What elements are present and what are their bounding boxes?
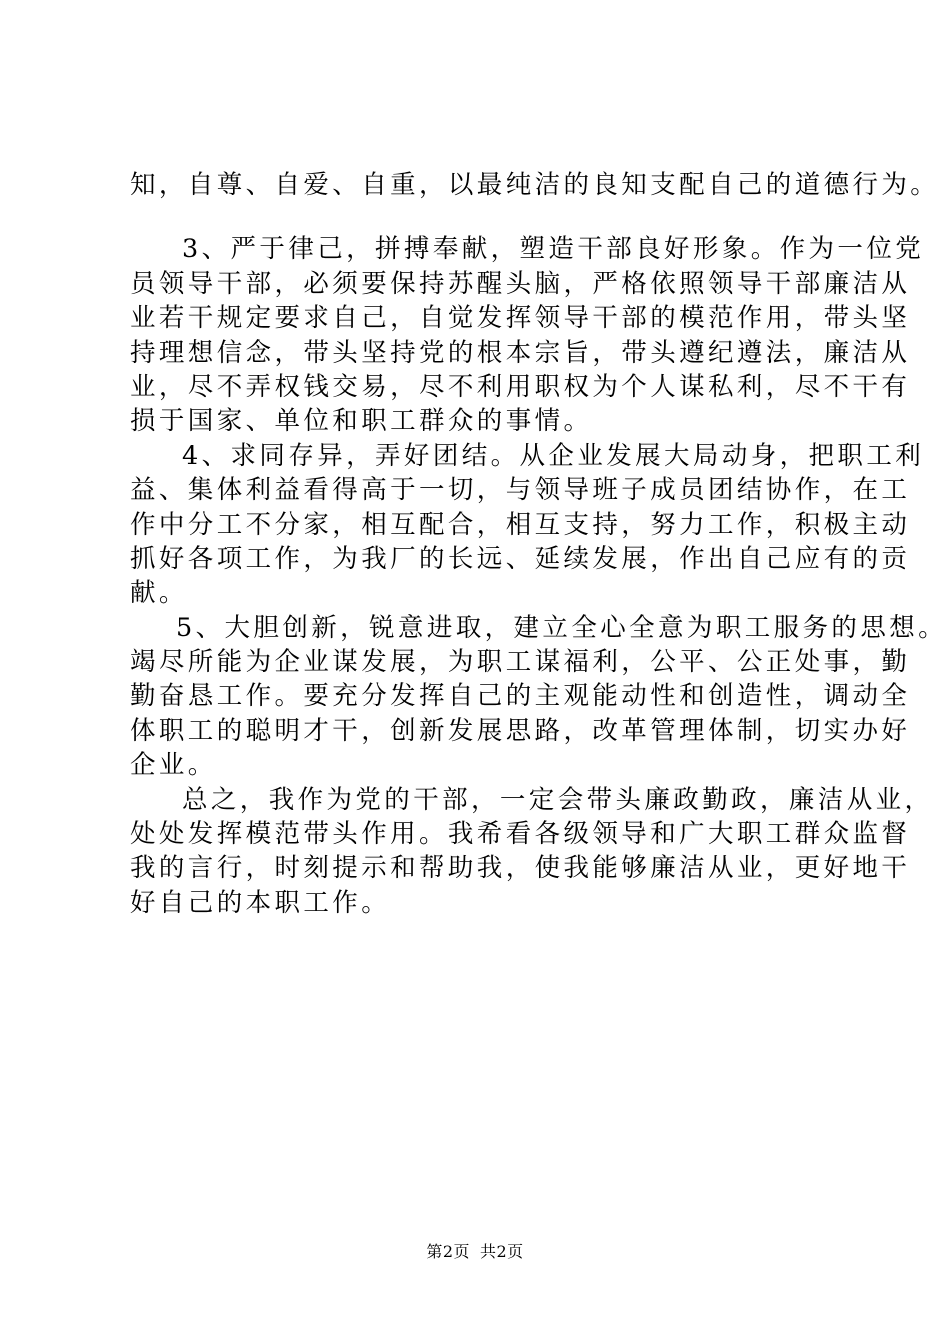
paragraph-line: 5、大胆创新，锐意进取，建立全心全意为职工服务的思想。	[176, 612, 948, 643]
paragraph	[130, 783, 934, 921]
paragraph-line: 竭尽所能为企业谋发展，为职工谋福利，公平、公正处事，勤	[130, 647, 911, 678]
paragraph-line: 作中分工不分家，相互配合，相互支持，努力工作，积极主动	[130, 509, 911, 540]
paragraph-line: 知，自尊、自爱、自重，以最纯洁的良知支配自己的道德行为。	[130, 170, 940, 200]
paragraph-line: 业若干规定要求自己，自觉发挥领导干部的模范作用，带头坚	[130, 303, 911, 334]
paragraph-line: 损于国家、单位和职工群众的事情。	[130, 406, 593, 437]
document-body	[130, 168, 948, 920]
paragraph	[130, 439, 925, 611]
paragraph-line: 企业。	[130, 750, 217, 781]
paragraph-line: 抓好各项工作，为我厂的长远、延续发展，作出自己应有的贡	[130, 543, 911, 574]
paragraph-line: 处处发挥模范带头作用。我希看各级领导和广大职工群众监督	[130, 819, 911, 850]
paragraph	[130, 168, 940, 202]
paragraph-line: 总之，我作为党的干部，一定会带头廉政勤政，廉洁从业，	[182, 784, 934, 815]
paragraph	[130, 232, 925, 438]
paragraph-line: 献。	[130, 578, 188, 609]
paragraph-line: 3、严于律己，拼搏奉献，塑造干部良好形象。作为一位党	[182, 234, 925, 265]
paragraph-line: 体职工的聪明才干，创新发展思路，改革管理体制，切实办好	[130, 715, 911, 746]
paragraph-gap	[130, 202, 850, 232]
paragraph	[130, 611, 948, 783]
paragraph-line: 勤奋恳工作。要充分发挥自己的主观能动性和创造性，调动全	[130, 681, 911, 712]
paragraph-line: 我的言行，时刻提示和帮助我，使我能够廉洁从业，更好地干	[130, 853, 911, 884]
paragraph-line: 益、集体利益看得高于一切，与领导班子成员团结协作，在工	[130, 475, 911, 506]
paragraph-line: 员领导干部，必须要保持苏醒头脑，严格依照领导干部廉洁从	[130, 268, 911, 299]
page-total: 共2页	[480, 1242, 524, 1261]
paragraph-line: 4、求同存异，弄好团结。从企业发展大局动身，把职工利	[182, 440, 925, 471]
paragraph-line: 持理想信念，带头坚持党的根本宗旨，带头遵纪遵法，廉洁从	[130, 337, 911, 368]
page-number: 第2页	[426, 1242, 470, 1261]
paragraph-line: 好自己的本职工作。	[130, 887, 391, 918]
page-footer	[0, 1242, 950, 1262]
paragraph-line: 业，尽不弄权钱交易，尽不利用职权为个人谋私利，尽不干有	[130, 371, 911, 402]
